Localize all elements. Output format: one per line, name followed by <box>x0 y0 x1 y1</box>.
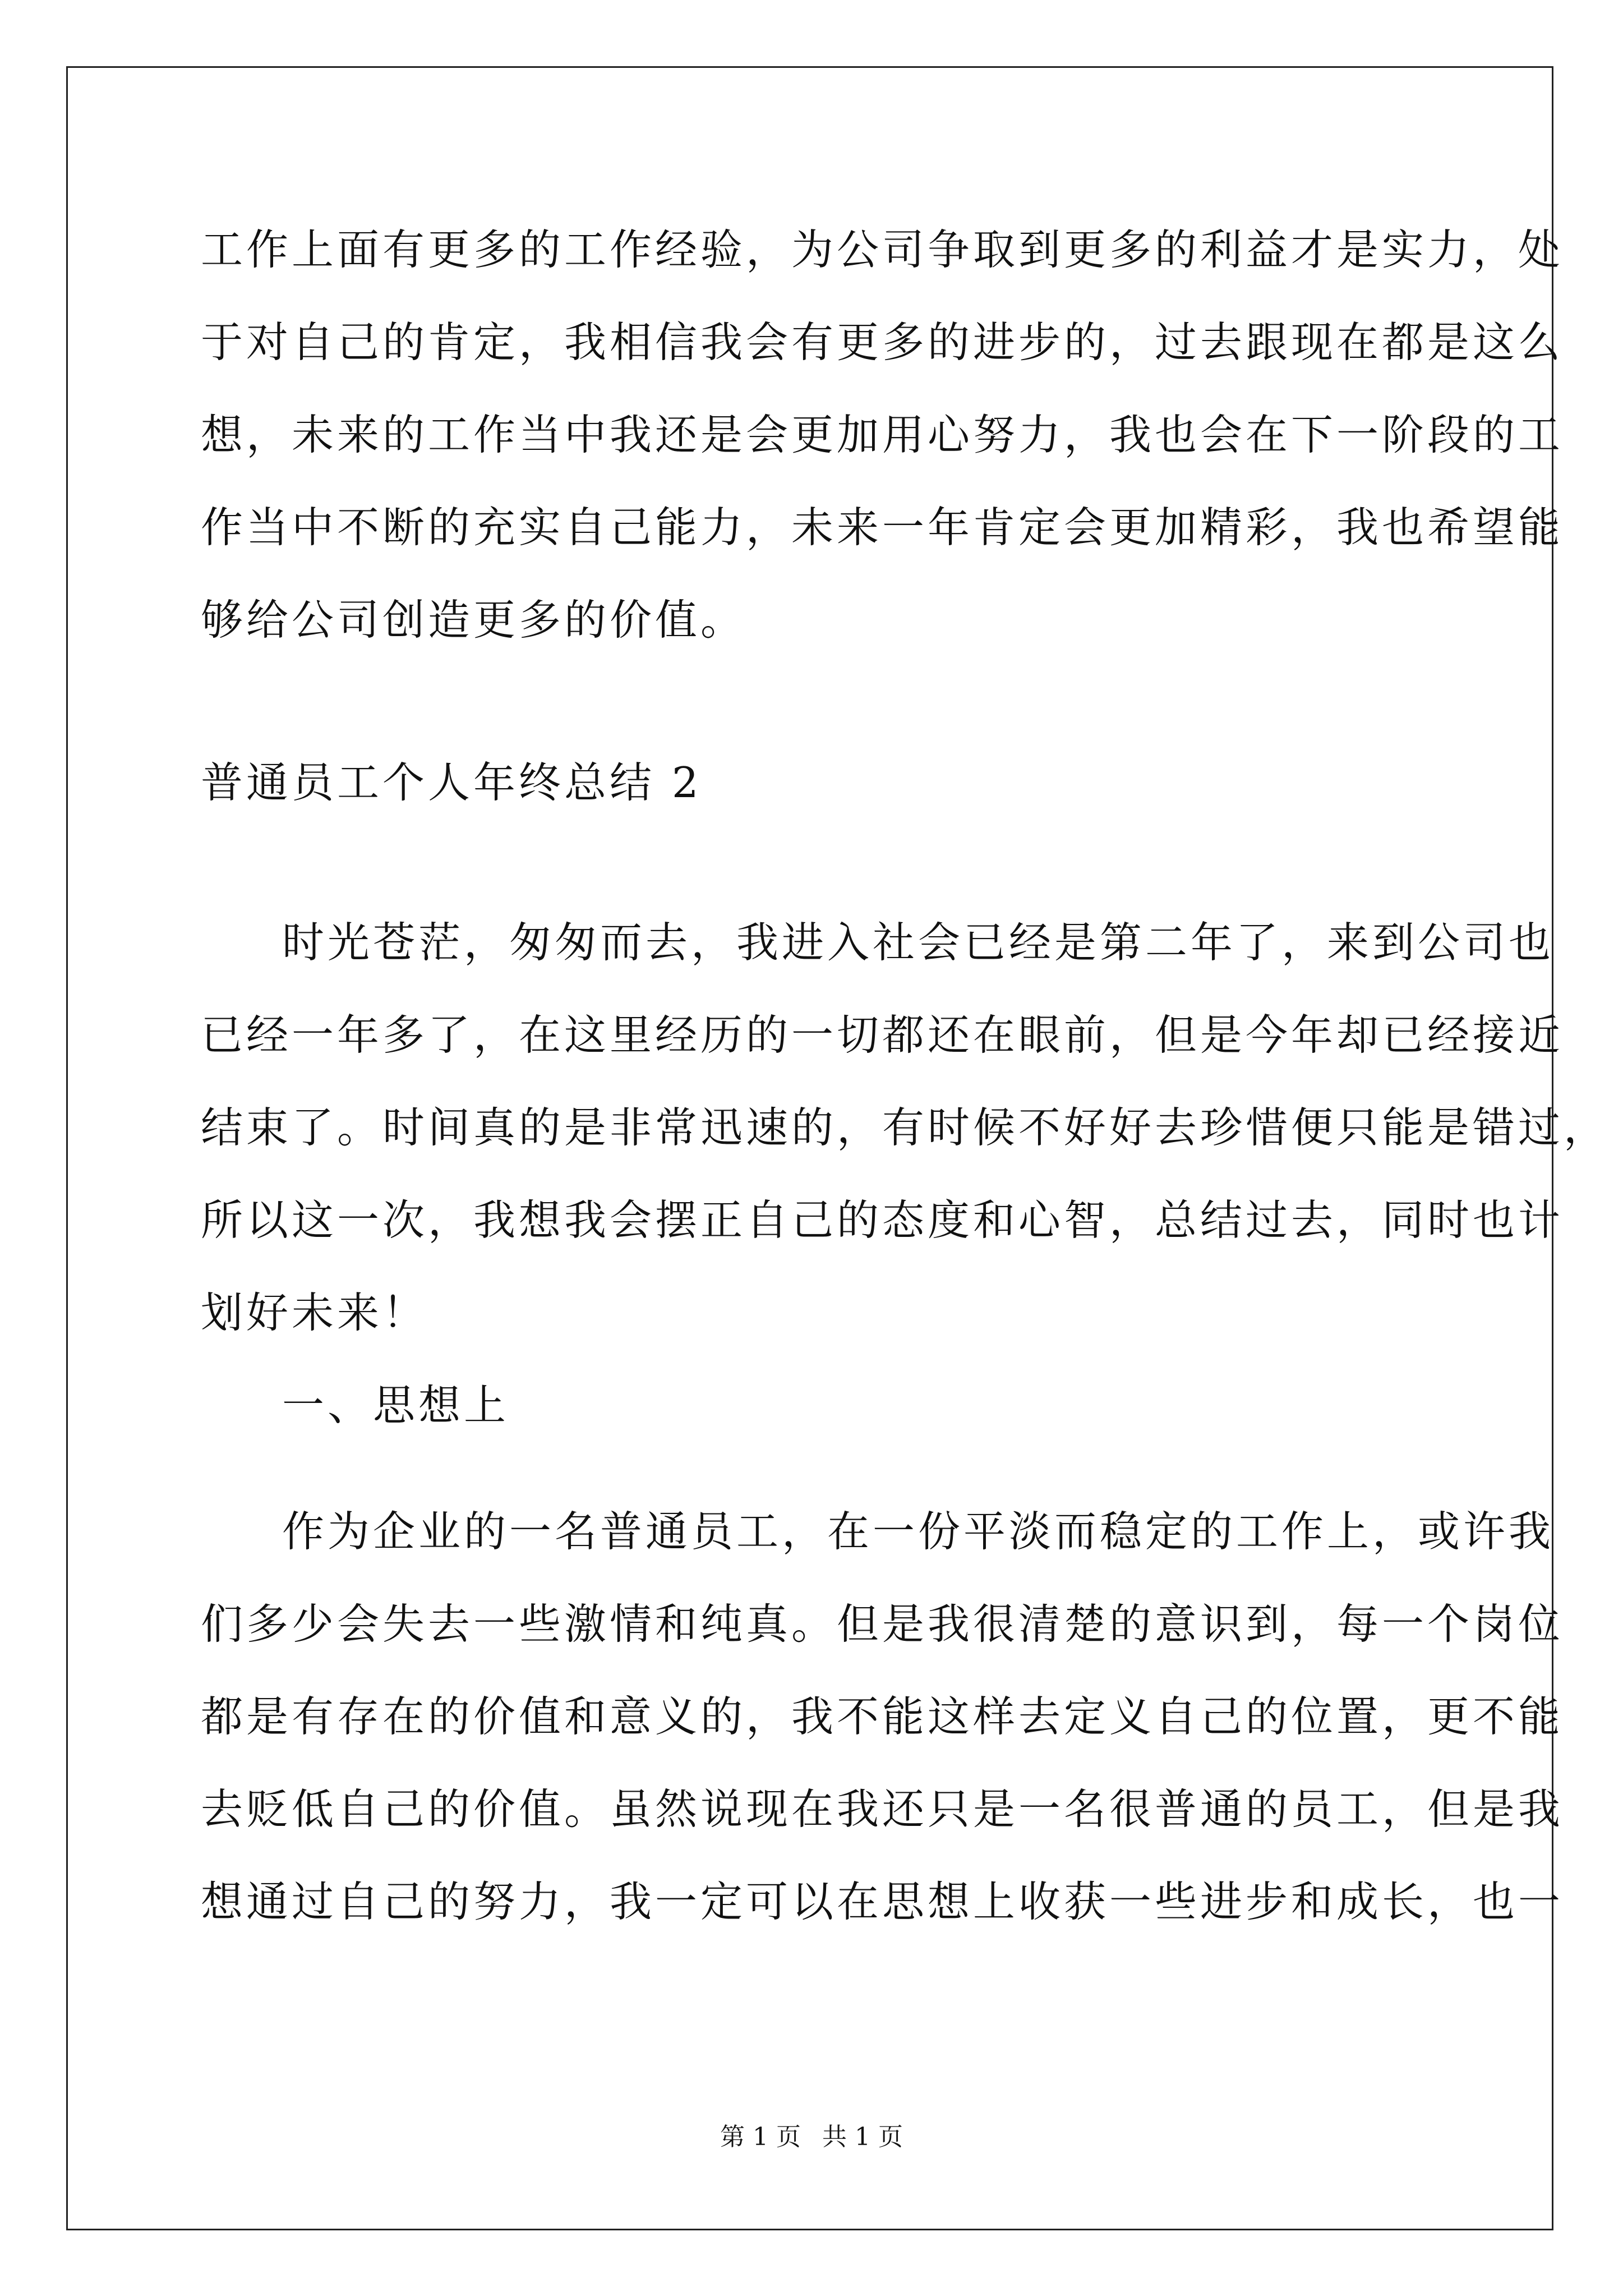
body-line: 作当中不断的充实自己能力，未来一年肯定会更加精彩，我也希望能 <box>201 503 1564 552</box>
section-title: 普通员工个人年终总结 2 <box>201 758 702 807</box>
body-line: 们多少会失去一些激情和纯真。但是我很清楚的意识到，每一个岗位 <box>201 1599 1564 1649</box>
body-line: 工作上面有更多的工作经验，为公司争取到更多的利益才是实力，处 <box>201 225 1564 274</box>
body-line: 所以这一次，我想我会摆正自己的态度和心智，总结过去，同时也计 <box>201 1195 1564 1245</box>
body-line: 想，未来的工作当中我还是会更加用心努力，我也会在下一阶段的工 <box>201 410 1564 459</box>
body-line: 结束了。时间真的是非常迅速的，有时候不好好去珍惜便只能是错过， <box>201 1103 1610 1152</box>
page-footer <box>0 2120 1623 2154</box>
body-line: 都是有存在的价值和意义的，我不能这样去定义自己的位置，更不能 <box>201 1692 1564 1741</box>
body-line: 划好未来！ <box>201 1288 428 1337</box>
paragraph-first-line: 时光苍茫，匆匆而去，我进入社会已经是第二年了，来到公司也 <box>282 918 1555 967</box>
subsection-heading: 一、思想上 <box>282 1381 510 1430</box>
body-line: 于对自己的肯定，我相信我会有更多的进步的，过去跟现在都是这么 <box>201 318 1564 367</box>
body-line: 想通过自己的努力，我一定可以在思想上收获一些进步和成长，也一 <box>201 1877 1564 1926</box>
body-line: 去贬低自己的价值。虽然说现在我还只是一名很普通的员工，但是我 <box>201 1784 1564 1834</box>
page-total: 共 1 页 <box>822 2123 903 2151</box>
paragraph-first-line: 作为企业的一名普通员工，在一份平淡而稳定的工作上，或许我 <box>282 1507 1555 1556</box>
body-line: 够给公司创造更多的价值。 <box>201 595 746 645</box>
body-line: 已经一年多了，在这里经历的一切都还在眼前，但是今年却已经接近 <box>201 1010 1564 1060</box>
page-number: 第 1 页 <box>720 2123 801 2151</box>
